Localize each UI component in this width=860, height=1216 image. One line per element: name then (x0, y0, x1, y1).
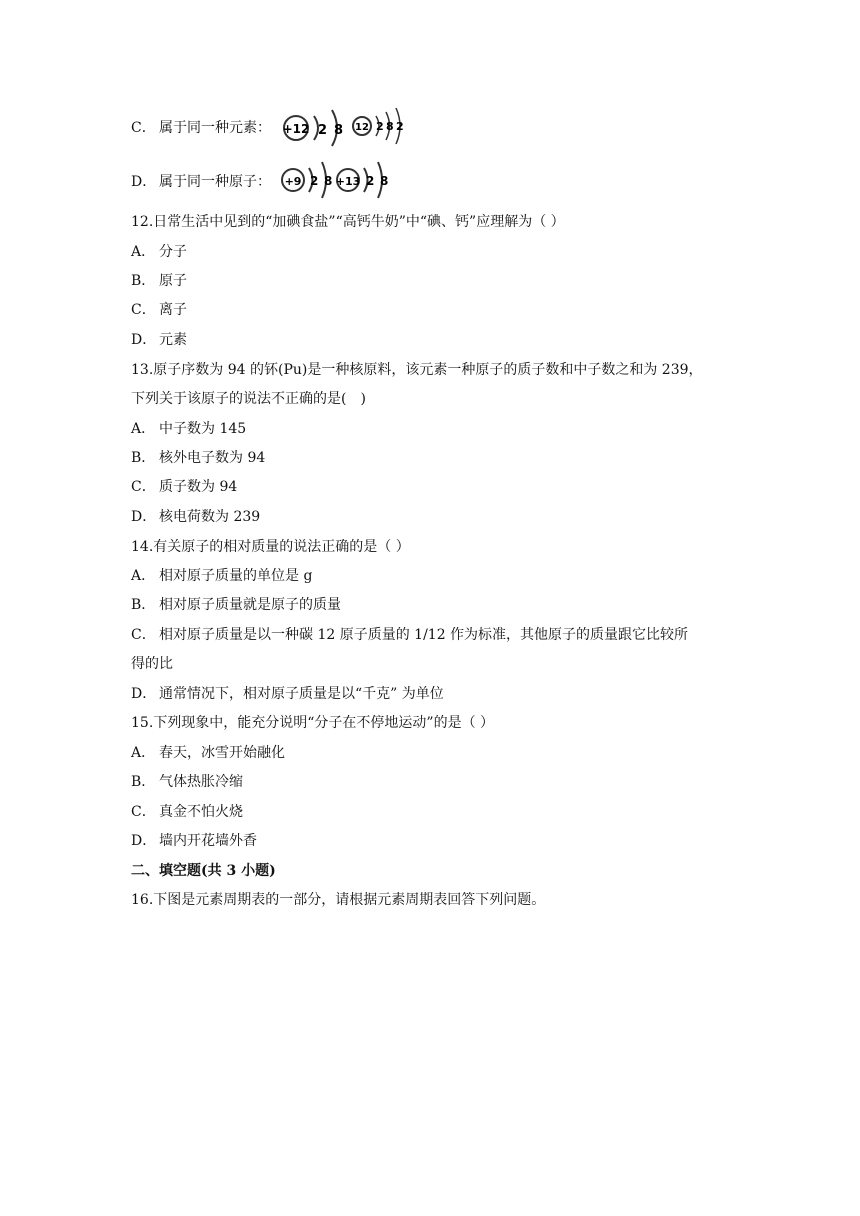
atom-diagram (353, 108, 404, 144)
nucleus-label: +13 (335, 175, 361, 188)
option-b (131, 595, 341, 615)
option-b (131, 772, 243, 792)
option-letter: C． (131, 120, 156, 136)
option-text: 核外电子数为 94 (159, 450, 266, 466)
option-text: 中子数为 145 (159, 421, 247, 437)
nucleus-label: 12 (355, 122, 369, 133)
shell-electrons: 2 (366, 174, 375, 188)
option-text: 相对原子质量的单位是 g (159, 568, 313, 584)
section-heading: 二、填空题(共 3 小题) (131, 863, 276, 879)
option-text: 分子 (159, 244, 187, 260)
option-letter: B． (131, 597, 156, 613)
option-d (131, 507, 260, 527)
option-text: 质子数为 94 (159, 479, 238, 495)
option-text: 气体热胀冷缩 (159, 774, 243, 790)
shell-electrons: 2 (376, 120, 384, 133)
shell-electrons: 8 (380, 174, 389, 188)
atom-structure-diagram-d (280, 158, 400, 200)
option-letter: D． (131, 686, 157, 702)
option-text: 核电荷数为 239 (159, 509, 261, 525)
option-letter: C． (131, 627, 156, 643)
option-letter: A． (131, 421, 156, 437)
option-b (131, 448, 265, 468)
shell-electrons: 8 (386, 120, 394, 133)
question-stem: 14.有关原子的相对质量的说法正确的是（ ） (131, 539, 410, 555)
option-text: 相对原子质量是以一种碳 12 原子质量的 1/12 作为标准，其他原子的质量跟它比较所 (159, 627, 689, 643)
option-text: 元素 (159, 332, 187, 348)
question-stem-continued: 下列关于该原子的说法不正确的是( ) (131, 391, 366, 407)
shell-electrons: 2 (396, 120, 404, 133)
option-letter: D． (131, 833, 157, 849)
option-a (131, 242, 187, 262)
option-letter: C． (131, 804, 156, 820)
option-letter: C． (131, 302, 156, 318)
question-stem: 16.下图是元素周期表的一部分，请根据元素周期表回答下列问题。 (131, 892, 546, 908)
option-letter: A． (131, 745, 156, 761)
option-b (131, 271, 187, 291)
nucleus-label: +12 (282, 122, 310, 136)
atom-diagram (336, 162, 389, 198)
option-c-continued: 得的比 (131, 656, 173, 672)
atom-structure-diagram-c (280, 104, 410, 154)
shell-electrons: 2 (310, 174, 319, 188)
option-c (131, 300, 187, 320)
option-c (131, 802, 243, 822)
option-a (131, 566, 312, 586)
option-text: 真金不怕火烧 (159, 804, 243, 820)
option-text: 相对原子质量就是原子的质量 (159, 597, 341, 613)
option-letter: B． (131, 450, 156, 466)
option-letter: D． (131, 332, 157, 348)
option-c (131, 625, 688, 645)
q11-option-d (131, 172, 271, 192)
option-letter: D． (131, 509, 157, 525)
option-letter: B． (131, 774, 156, 790)
shell-electrons: 8 (324, 174, 333, 188)
q11-option-c (131, 118, 271, 138)
option-letter: A． (131, 244, 156, 260)
option-text: 属于同一种元素： (159, 120, 271, 136)
option-text: 原子 (159, 273, 187, 289)
option-c (131, 477, 237, 497)
atom-diagram (282, 162, 332, 198)
option-text: 离子 (159, 302, 187, 318)
option-letter: A． (131, 568, 156, 584)
option-letter: D． (131, 174, 157, 190)
option-text: 属于同一种原子： (159, 174, 271, 190)
option-d (131, 831, 257, 851)
option-text: 春天，冰雪开始融化 (159, 745, 285, 761)
nucleus-label: +9 (284, 175, 302, 188)
option-a (131, 419, 246, 439)
option-text: 通常情况下，相对原子质量是以“千克” 为单位 (159, 686, 444, 702)
question-stem: 15.下列现象中，能充分说明“分子在不停地运动”的是（ ） (131, 715, 495, 731)
atom-diagram (283, 110, 343, 146)
option-d (131, 684, 444, 704)
option-letter: B． (131, 273, 156, 289)
option-a (131, 743, 285, 763)
option-letter: C． (131, 479, 156, 495)
question-stem: 13.原子序数为 94 的钚(Pu)是一种核原料，该元素一种原子的质子数和中子数之和为 239， (131, 362, 703, 378)
option-d (131, 330, 187, 350)
shell-electrons: 2 (318, 123, 328, 138)
option-text: 墙内开花墙外香 (159, 833, 257, 849)
shell-electrons: 8 (334, 123, 344, 138)
question-stem: 12.日常生活中见到的“加碘食盐”“高钙牛奶”中“碘、钙”应理解为（ ） (131, 214, 565, 230)
